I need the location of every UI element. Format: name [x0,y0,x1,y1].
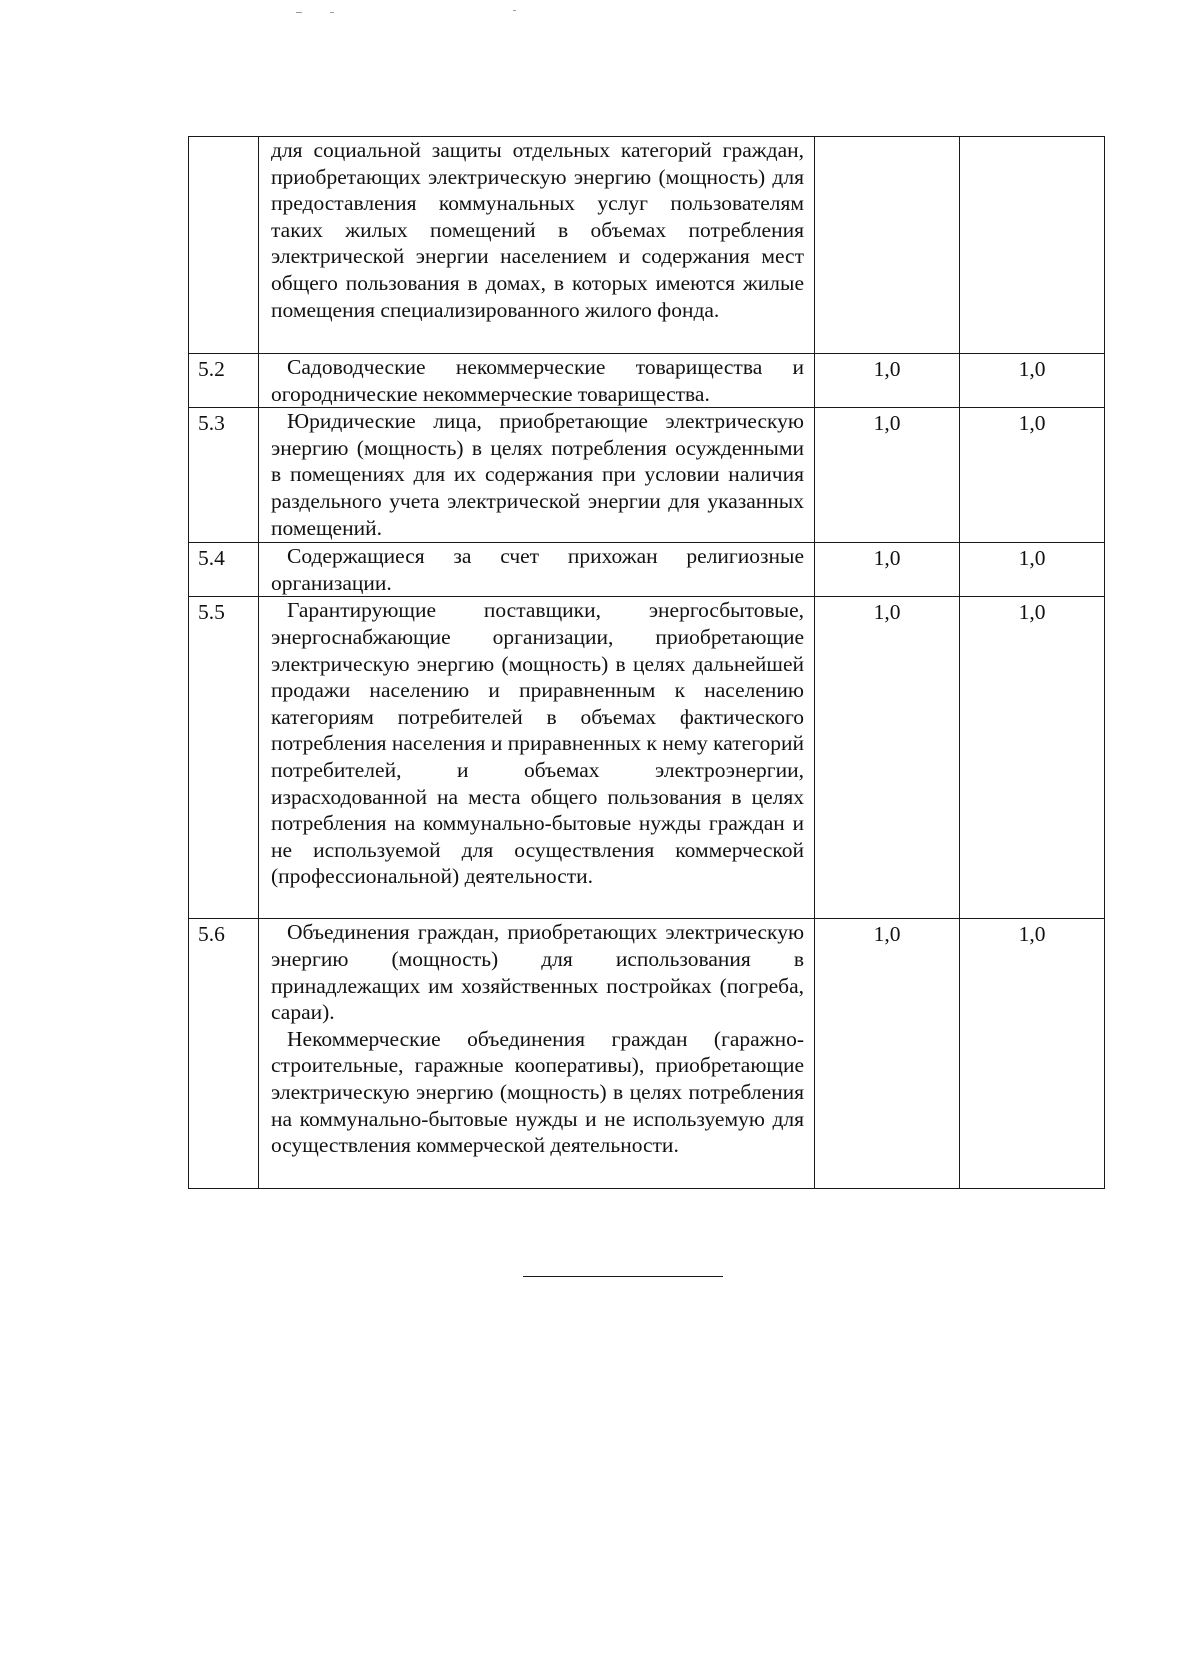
closing-separator-line [523,1276,723,1277]
coefficient-value-1 [815,137,960,354]
row-number: 5.3 [189,408,259,543]
row-description [259,919,815,1189]
description-paragraph: Юридические лица, приобретающие электрическую энергию (мощность) в целях потребления осужденными в помещениях для их содержания при условии наличия раздельного учета электрической энергии для указанных помещений. [271,409,804,540]
row-description [259,597,815,919]
coefficient-value-2 [960,137,1105,354]
description-paragraph: Содержащиеся за счет прихожан религиозные организации. [271,544,804,595]
coefficient-value-1: 1,0 [815,354,960,408]
row-number [189,137,259,354]
table-row [189,408,1105,543]
row-number: 5.5 [189,597,259,919]
coefficient-value-2: 1,0 [960,597,1105,919]
coefficient-value-2: 1,0 [960,408,1105,543]
table-row [189,597,1105,919]
description-paragraph: Некоммерческие объединения граждан (гаражно-строительные, гаражные кооперативы), приобретающие электрическую энергию (мощность) в целях потребления на коммунально-бытовые нужды и не используемую для осуществления коммерческой деятельности. [271,1026,804,1158]
coefficient-value-2: 1,0 [960,919,1105,1189]
row-number: 5.2 [189,354,259,408]
row-description [259,408,815,543]
tariff-table [188,136,1105,1189]
description-paragraph: Объединения граждан, приобретающих электрическую энергию (мощность) для использования в принадлежащих им хозяйственных постройках (погреба, сараи). [271,920,804,1025]
row-description [259,354,815,408]
coefficient-value-1: 1,0 [815,919,960,1189]
coefficient-value-1: 1,0 [815,408,960,543]
coefficient-value-2: 1,0 [960,354,1105,408]
coefficient-value-2: 1,0 [960,543,1105,597]
table-row [189,543,1105,597]
table-row [189,137,1105,354]
scan-speck [513,10,516,11]
description-paragraph: Гарантирующие поставщики, энергосбытовые, энергоснабжающие организации, приобретающие электрическую энергию (мощность) в целях дальнейшей продажи населению и приравненным к населению категориям потребителей в объемах фактического потребления населения и приравненных к нему категорий потребителей, и объемах электроэнергии, израсходованной на места общего пользования в целях потребления на коммунально-бытовые нужды граждан и не используемой для осуществления коммерческой (профессиональной) деятельности. [271,598,804,889]
table-row [189,919,1105,1189]
table-row [189,354,1105,408]
row-description [259,137,815,354]
row-number: 5.4 [189,543,259,597]
row-number: 5.6 [189,919,259,1189]
description-paragraph: Садоводческие некоммерческие товарищества и огороднические некоммерческие товарищества. [271,355,804,406]
coefficient-value-1: 1,0 [815,543,960,597]
scan-speck [330,12,334,13]
row-description [259,543,815,597]
description-paragraph: для социальной защиты отдельных категорий граждан, приобретающих электрическую энергию (мощность) для предоставления коммунальных услуг пользователям таких жилых помещений в объемах потребления электрической энергии населением и содержания мест общего пользования в домах, в которых имеются жилые помещения специализированного жилого фонда. [271,138,804,322]
coefficient-value-1: 1,0 [815,597,960,919]
scan-speck [296,12,302,13]
